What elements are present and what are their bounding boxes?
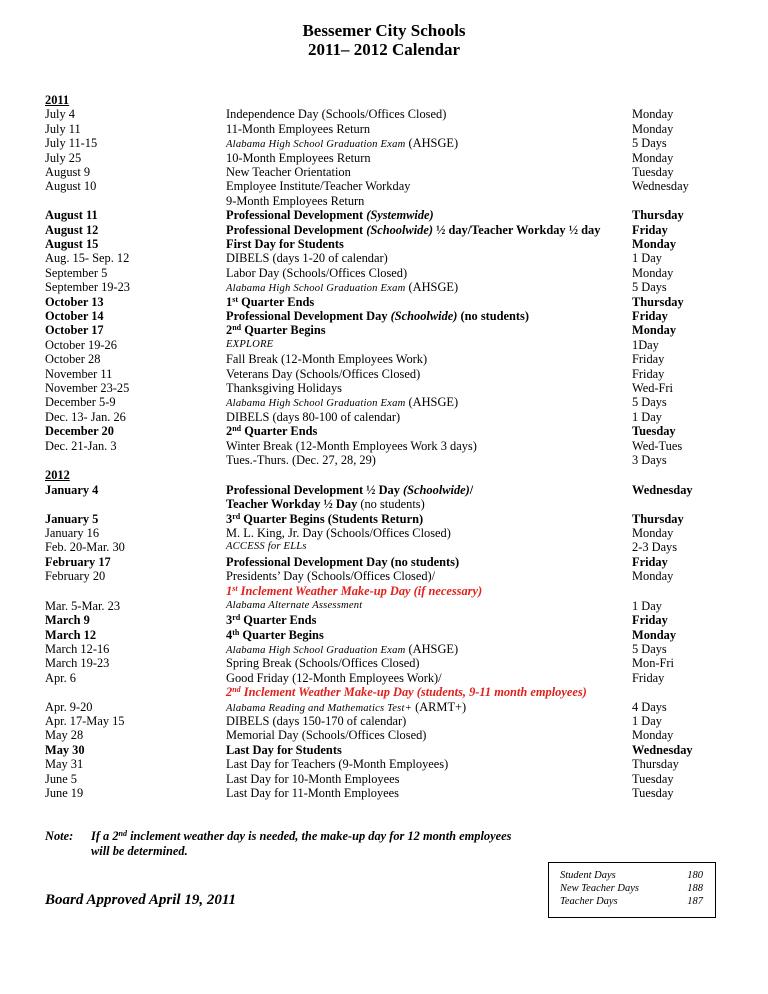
- day-cell: 2-3 Days: [632, 540, 678, 555]
- day-cell: 1 Day: [632, 598, 662, 613]
- day-cell: Monday: [632, 265, 674, 280]
- day-cell: Thursday: [632, 757, 679, 772]
- event-cell: ACCESS for ELLs: [226, 541, 307, 553]
- table-row: [0, 526, 768, 540]
- table-row: [0, 786, 768, 800]
- date-cell: October 14: [45, 309, 104, 323]
- date-cell: September 5: [45, 265, 108, 280]
- date-cell: September 19-23: [45, 280, 130, 295]
- note-label: Note:: [45, 829, 74, 843]
- event-cell: M. L. King, Jr. Day (Schools/Offices Closed): [226, 526, 451, 540]
- year-heading-2011: 2011: [45, 93, 70, 107]
- date-cell: Dec. 21-Jan. 3: [45, 438, 117, 453]
- event-cell: 10-Month Employees Return: [226, 150, 371, 165]
- event-cell: Professional Development ½ Day (Schoolwide)/: [226, 482, 474, 497]
- date-cell: Apr. 9-20: [45, 699, 93, 714]
- event-cell: Last Day for 10-Month Employees: [226, 771, 400, 786]
- table-row: [0, 772, 768, 786]
- event-cell: Tues.-Thurs. (Dec. 27, 28, 29): [226, 453, 376, 467]
- day-cell: Monday: [632, 323, 677, 338]
- event-cell: Professional Development (Schoolwide) ½ day/Teacher Workday ½ day: [226, 222, 601, 237]
- date-cell: August 11: [45, 208, 98, 223]
- table-row: [0, 208, 768, 222]
- date-cell: Apr. 6: [45, 670, 76, 685]
- table-row: [0, 395, 768, 409]
- date-cell: January 16: [45, 526, 100, 540]
- date-cell: June 5: [45, 771, 78, 786]
- event-cell: Professional Development Day (Schoolwide) (no students): [226, 309, 530, 323]
- day-cell: Tuesday: [632, 786, 674, 800]
- calendar-title: 2011– 2012 Calendar: [307, 40, 461, 59]
- day-cell: Thursday: [632, 208, 684, 223]
- day-cell: Friday: [632, 613, 668, 628]
- event-cell: Alabama Alternate Assessment: [226, 599, 363, 611]
- date-cell: October 28: [45, 352, 101, 367]
- event-cell: Good Friday (12-Month Employees Work)/: [226, 670, 442, 685]
- day-cell: Wednesday: [632, 482, 693, 497]
- day-cell: Monday: [632, 728, 674, 743]
- table-row: [0, 613, 768, 627]
- event-cell: Memorial Day (Schools/Offices Closed): [226, 728, 427, 743]
- date-cell: Feb. 20-Mar. 30: [45, 540, 125, 555]
- date-cell: August 12: [45, 222, 99, 237]
- date-cell: May 30: [45, 742, 85, 757]
- day-cell: Monday: [632, 107, 674, 122]
- event-cell: Independence Day (Schools/Offices Closed): [226, 107, 447, 122]
- event-cell: Fall Break (12-Month Employees Work): [226, 352, 428, 367]
- table-row: [0, 540, 768, 554]
- day-cell: Friday: [632, 352, 665, 367]
- date-cell: Mar. 5-Mar. 23: [45, 598, 121, 613]
- day-cell: 3 Days: [632, 453, 667, 467]
- day-cell: 4 Days: [632, 699, 667, 714]
- day-cell: Tuesday: [632, 165, 674, 179]
- day-cell: Tuesday: [632, 771, 674, 786]
- event-cell: 4th Quarter Begins: [226, 627, 324, 642]
- day-cell: Thursday: [632, 511, 684, 526]
- event-cell: Teacher Workday ½ Day (no students): [226, 497, 425, 512]
- table-row: [0, 136, 768, 150]
- table-row: [0, 410, 768, 424]
- date-cell: January 4: [45, 482, 99, 497]
- day-cell: Wednesday: [632, 179, 689, 194]
- date-cell: July 4: [45, 107, 75, 122]
- date-cell: Apr. 17-May 15: [45, 714, 125, 728]
- date-cell: Aug. 15- Sep. 12: [45, 251, 130, 266]
- day-cell: Wednesday: [632, 742, 693, 757]
- event-cell: Thanksgiving Holidays: [226, 381, 342, 395]
- date-cell: Dec. 13- Jan. 26: [45, 409, 126, 424]
- day-cell: 1Day: [632, 337, 659, 352]
- day-cell: 1 Day: [632, 714, 662, 728]
- school-title: Bessemer City Schools: [302, 21, 466, 40]
- table-row: [0, 280, 768, 294]
- table-row: [0, 338, 768, 352]
- day-cell: 5 Days: [632, 136, 667, 151]
- date-cell: May 31: [45, 757, 84, 772]
- day-cell: Wed-Fri: [632, 381, 673, 395]
- event-cell: 2nd Quarter Ends: [226, 424, 318, 439]
- day-cell: Monday: [632, 237, 677, 251]
- table-row: [0, 453, 768, 467]
- table-row: [0, 323, 768, 337]
- note-text: If a 2nd inclement weather day is needed, the make-up day for 12 month employees will be determined.: [91, 829, 512, 858]
- date-cell: November 23-25: [45, 381, 130, 395]
- day-cell: Monday: [632, 569, 674, 584]
- table-row: [0, 685, 768, 699]
- table-row: [0, 295, 768, 309]
- table-row: [0, 165, 768, 179]
- date-cell: November 11: [45, 366, 113, 381]
- day-cell: Friday: [632, 309, 668, 323]
- event-cell: 3rd Quarter Ends: [226, 613, 317, 628]
- table-row: [0, 122, 768, 136]
- day-cell: Tuesday: [632, 424, 676, 439]
- day-cell: Monday: [632, 526, 674, 540]
- table-row: [0, 266, 768, 280]
- event-cell: Alabama High School Graduation Exam (AHSGE): [226, 395, 459, 410]
- day-cell: Friday: [632, 554, 668, 569]
- table-row: [0, 757, 768, 771]
- date-cell: December 20: [45, 424, 114, 439]
- event-cell: 11-Month Employees Return: [226, 121, 371, 136]
- event-cell: First Day for Students: [226, 237, 344, 251]
- event-cell: Veterans Day (Schools/Offices Closed): [226, 366, 421, 381]
- day-cell: 1 Day: [632, 251, 662, 266]
- event-cell: 2nd Quarter Begins: [226, 323, 326, 338]
- date-cell: July 25: [45, 150, 82, 165]
- date-cell: March 9: [45, 613, 90, 628]
- date-cell: October 13: [45, 294, 104, 309]
- date-cell: July 11-15: [45, 136, 98, 151]
- table-row: [0, 714, 768, 728]
- table-row: [0, 497, 768, 511]
- days-summary-box: Student Days 180 New Teacher Days 188 Teacher Days 187: [548, 862, 716, 918]
- table-row: [0, 424, 768, 438]
- table-row: [0, 381, 768, 395]
- board-approved: Board Approved April 19, 2011: [45, 892, 236, 908]
- event-cell: 9-Month Employees Return: [226, 193, 365, 208]
- event-cell: 2nd Inclement Weather Make-up Day (students, 9-11 month employees): [226, 685, 587, 700]
- event-cell: Last Day for 11-Month Employees: [226, 786, 399, 800]
- table-row: [0, 642, 768, 656]
- date-cell: January 5: [45, 511, 99, 526]
- day-cell: Monday: [632, 150, 674, 165]
- event-cell: Professional Development Day (no students): [226, 554, 460, 569]
- table-row: [0, 569, 768, 583]
- event-cell: Winter Break (12-Month Employees Work 3 days): [226, 438, 477, 453]
- event-cell: Alabama High School Graduation Exam (AHSGE): [226, 280, 459, 295]
- day-cell: Monday: [632, 627, 677, 642]
- event-cell: Labor Day (Schools/Offices Closed): [226, 265, 408, 280]
- date-cell: May 28: [45, 728, 84, 743]
- date-cell: August 15: [45, 237, 99, 251]
- table-row: [0, 555, 768, 569]
- year-heading-2012: 2012: [45, 467, 70, 482]
- table-row: [0, 483, 768, 497]
- day-cell: Friday: [632, 670, 665, 685]
- table-row: [0, 728, 768, 742]
- date-cell: August 10: [45, 179, 97, 194]
- event-cell: 3rd Quarter Begins (Students Return): [226, 511, 424, 526]
- date-cell: March 19-23: [45, 656, 110, 671]
- table-row: [0, 179, 768, 193]
- table-row: [0, 656, 768, 670]
- day-cell: Friday: [632, 222, 668, 237]
- day-cell: Monday: [632, 121, 674, 136]
- event-cell: Alabama High School Graduation Exam (AHSGE): [226, 136, 459, 151]
- event-cell: New Teacher Orientation: [226, 165, 351, 179]
- table-row: [0, 309, 768, 323]
- date-cell: June 19: [45, 786, 84, 800]
- table-row: [0, 512, 768, 526]
- table-row: [0, 194, 768, 208]
- event-cell: Alabama High School Graduation Exam (AHSGE): [226, 642, 459, 656]
- event-cell: Presidents’ Day (Schools/Offices Closed)/: [226, 569, 436, 584]
- table-row: [0, 237, 768, 251]
- event-cell: Last Day for Teachers (9-Month Employees): [226, 757, 449, 772]
- date-cell: February 17: [45, 554, 111, 569]
- table-row: [0, 743, 768, 757]
- table-row: [0, 599, 768, 613]
- date-cell: December 5-9: [45, 395, 116, 410]
- table-row: [0, 439, 768, 453]
- event-cell: EXPLORE: [226, 338, 274, 350]
- event-cell: Employee Institute/Teacher Workday: [226, 179, 411, 194]
- table-row: [0, 223, 768, 237]
- table-row: [0, 251, 768, 265]
- event-cell: DIBELS (days 1-20 of calendar): [226, 251, 388, 266]
- date-cell: March 12: [45, 627, 97, 642]
- table-row: [0, 584, 768, 598]
- date-cell: July 11: [45, 121, 81, 136]
- table-row: [0, 367, 768, 381]
- day-cell: Thursday: [632, 294, 684, 309]
- date-cell: February 20: [45, 569, 106, 584]
- day-cell: 5 Days: [632, 395, 667, 410]
- day-cell: 1 Day: [632, 409, 662, 424]
- day-cell: Wed-Tues: [632, 438, 683, 453]
- table-row: [0, 628, 768, 642]
- event-cell: Last Day for Students: [226, 742, 342, 757]
- date-cell: March 12-16: [45, 642, 110, 656]
- table-row: [0, 107, 768, 121]
- date-cell: October 17: [45, 323, 104, 338]
- event-cell: Professional Development (Systemwide): [226, 208, 434, 223]
- day-cell: Mon-Fri: [632, 656, 674, 671]
- table-row: [0, 671, 768, 685]
- event-cell: Spring Break (Schools/Offices Closed): [226, 656, 420, 671]
- event-cell: Alabama Reading and Mathematics Test+ (ARMT+): [226, 699, 467, 714]
- day-cell: 5 Days: [632, 280, 667, 295]
- event-cell: 1st Inclement Weather Make-up Day (if necessary): [226, 583, 483, 598]
- table-row: [0, 352, 768, 366]
- event-cell: DIBELS (days 80-100 of calendar): [226, 409, 401, 424]
- event-cell: DIBELS (days 150-170 of calendar): [226, 714, 407, 728]
- event-cell: 1st Quarter Ends: [226, 294, 315, 309]
- table-row: [0, 151, 768, 165]
- table-row: [0, 700, 768, 714]
- day-cell: Friday: [632, 366, 665, 381]
- date-cell: August 9: [45, 165, 91, 179]
- day-cell: 5 Days: [632, 642, 667, 656]
- date-cell: October 19-26: [45, 337, 117, 352]
